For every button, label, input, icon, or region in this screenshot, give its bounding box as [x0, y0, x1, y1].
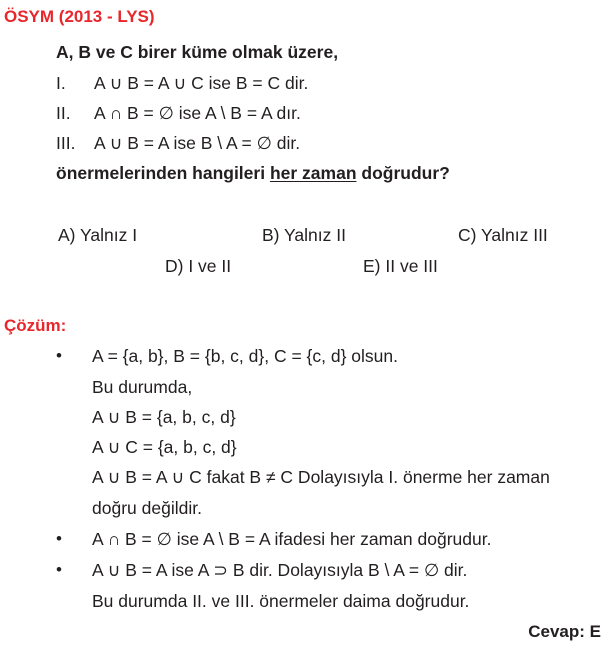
solution-line: A ∪ B = A ∪ C fakat B ≠ C Dolayısıyla I. önerme her zaman: [92, 467, 550, 487]
prompt-text-end: doğrudur?: [356, 163, 450, 183]
solution-line: doğru değildir.: [92, 498, 202, 518]
solution-line: Bu durumda II. ve III. önermeler daima doğrudur.: [92, 591, 470, 611]
answer-label: Cevap: E: [528, 622, 601, 641]
solution-line: Bu durumda,: [92, 377, 193, 397]
bullet-marker: •: [56, 346, 62, 365]
option-d[interactable]: D) I ve II: [165, 256, 232, 276]
solution-line: A ∩ B = ∅ ise A \ B = A ifadesi her zaman doğrudur.: [92, 529, 492, 549]
solution-line: A ∪ C = {a, b, c, d}: [92, 437, 237, 457]
option-b[interactable]: B) Yalnız II: [262, 225, 346, 245]
question-prompt: [56, 163, 450, 184]
prompt-emphasis: her zaman: [269, 163, 357, 183]
statement-number: II.: [56, 103, 71, 123]
option-e[interactable]: E) II ve III: [363, 256, 438, 276]
question-intro: A, B ve C birer küme olmak üzere,: [56, 42, 339, 62]
source-header: ÖSYM (2013 - LYS): [4, 7, 155, 26]
statement-text: A ∪ B = A ∪ C ise B = C dir.: [94, 73, 309, 93]
option-a[interactable]: A) Yalnız I: [58, 225, 138, 245]
statement-number: I.: [56, 73, 66, 93]
statement-number: III.: [56, 133, 76, 153]
statement-text: A ∪ B = A ise B \ A = ∅ dir.: [94, 133, 301, 153]
bullet-marker: •: [56, 529, 62, 548]
option-c[interactable]: C) Yalnız III: [458, 225, 548, 245]
prompt-text: önermelerinden hangileri: [56, 163, 270, 183]
solution-title: Çözüm:: [4, 316, 67, 335]
solution-line: A = {a, b}, B = {b, c, d}, C = {c, d} olsun.: [92, 346, 398, 366]
solution-line: A ∪ B = A ise A ⊃ B dir. Dolayısıyla B \ A = ∅ dir.: [92, 560, 468, 580]
statement-text: A ∩ B = ∅ ise A \ B = A dır.: [94, 103, 301, 123]
bullet-marker: •: [56, 560, 62, 579]
solution-line: A ∪ B = {a, b, c, d}: [92, 407, 236, 427]
